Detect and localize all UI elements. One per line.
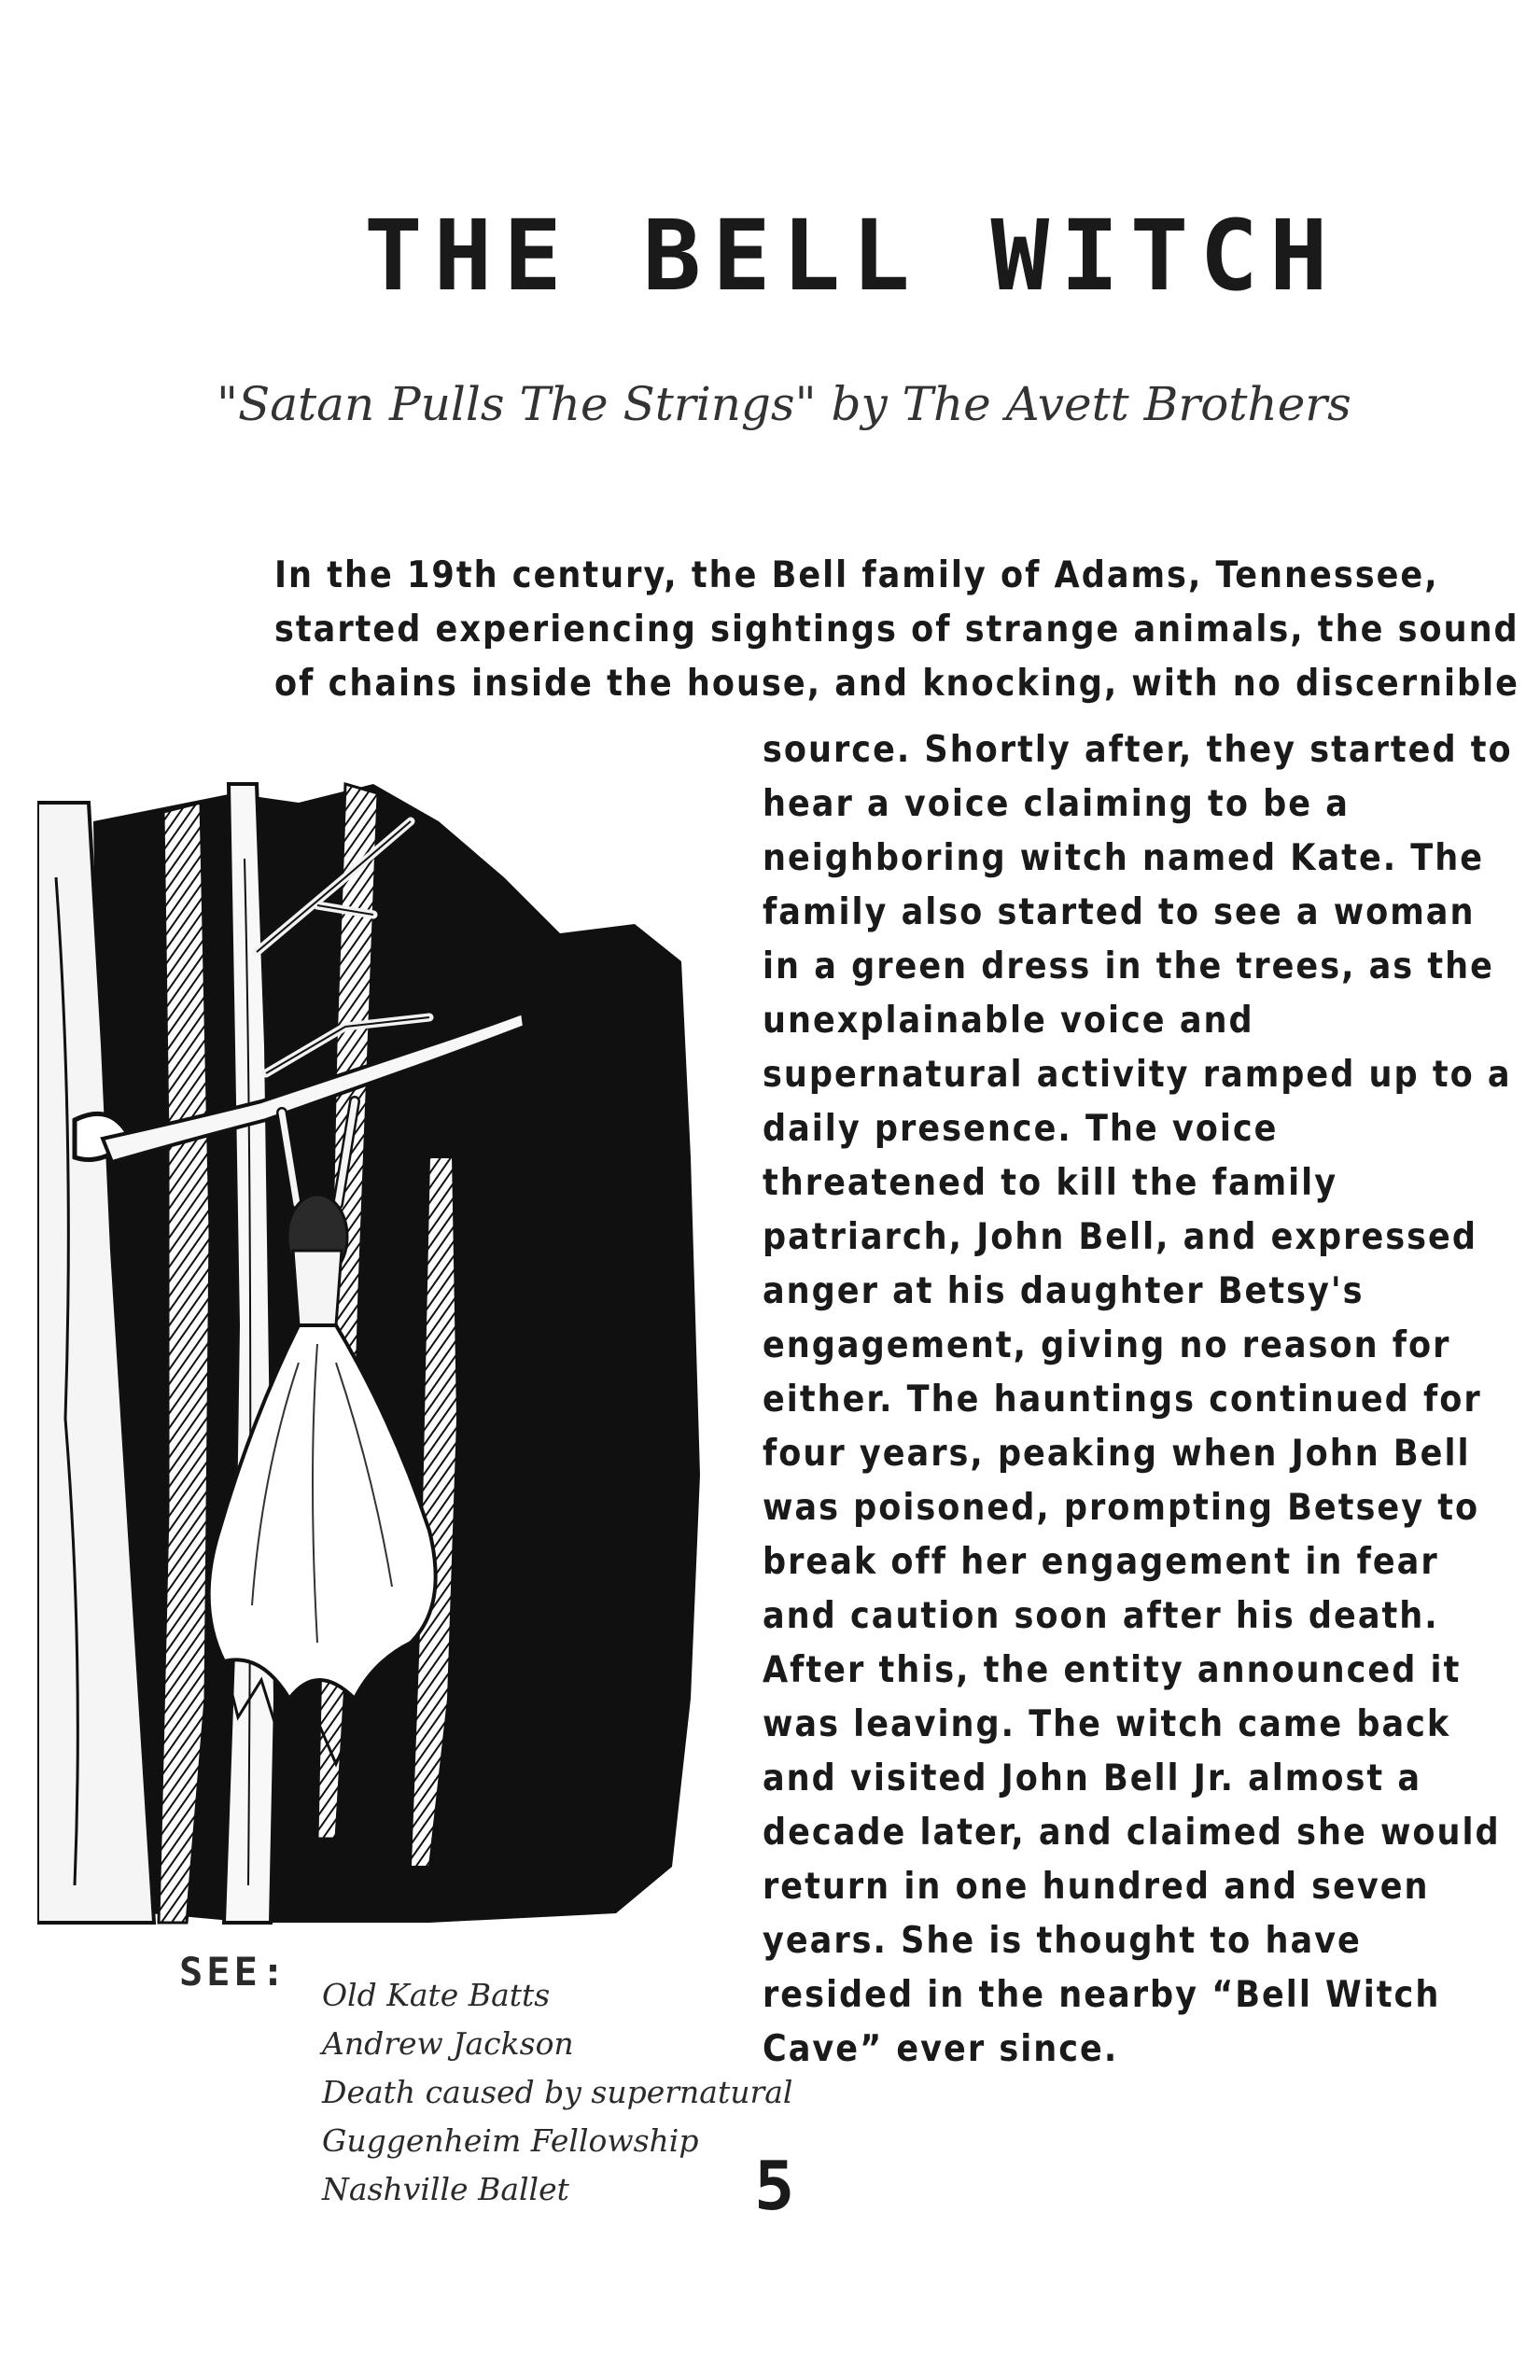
text-line: of chains inside the house, and knocking, with no discernible xyxy=(274,663,1519,705)
text-line: four years, peaking when John Bell xyxy=(763,1433,1471,1475)
text-line: patriarch, John Bell, and expressed xyxy=(763,1216,1477,1258)
text-line: supernatural activity ramped up to a xyxy=(763,1054,1512,1096)
see-also-list xyxy=(322,1971,792,2214)
forest-witch-illustration xyxy=(37,765,728,1932)
text-line: years. She is thought to have xyxy=(763,1920,1362,1962)
text-line: unexplainable voice and xyxy=(763,1000,1254,1042)
text-line: was leaving. The witch came back xyxy=(763,1703,1451,1745)
text-line: In the 19th century, the Bell family of Adams, Tennessee, xyxy=(274,554,1439,596)
text-line: decade later, and claimed she would xyxy=(763,1812,1501,1854)
page-title: THE BELL WITCH xyxy=(364,199,1339,313)
text-line: and visited John Bell Jr. almost a xyxy=(763,1757,1422,1799)
intro-paragraph xyxy=(274,549,1519,711)
see-also-item: Old Kate Batts xyxy=(322,1977,551,2013)
see-also-item: Nashville Ballet xyxy=(322,2171,569,2207)
text-line: either. The hauntings continued for xyxy=(763,1379,1482,1421)
page-number: 5 xyxy=(754,2147,795,2225)
text-line: resided in the nearby “Bell Witch xyxy=(763,1974,1441,2016)
text-line: return in one hundred and seven xyxy=(763,1866,1430,1908)
song-subtitle: "Satan Pulls The Strings" by The Avett Brothers xyxy=(217,377,1351,431)
text-line: threatened to kill the family xyxy=(763,1162,1338,1204)
text-line: break off her engagement in fear xyxy=(763,1541,1439,1583)
text-line: After this, the entity announced it xyxy=(763,1649,1462,1691)
text-line: hear a voice claiming to be a xyxy=(763,783,1350,825)
text-line: was poisoned, prompting Betsey to xyxy=(763,1487,1480,1529)
text-line: engagement, giving no reason for xyxy=(763,1324,1451,1366)
text-line: started experiencing sightings of strange animals, the sound xyxy=(274,609,1519,651)
text-line: and caution soon after his death. xyxy=(763,1595,1439,1637)
text-line: neighboring witch named Kate. The xyxy=(763,837,1485,879)
text-line: anger at his daughter Betsy's xyxy=(763,1270,1365,1312)
text-line: source. Shortly after, they started to xyxy=(763,729,1513,771)
text-line: family also started to see a woman xyxy=(763,891,1476,933)
text-line: Cave” ever since. xyxy=(763,2028,1119,2070)
see-also-item: Death caused by supernatural xyxy=(322,2074,793,2110)
see-also-item: Guggenheim Fellowship xyxy=(322,2122,699,2159)
see-also-item: Andrew Jackson xyxy=(322,2025,574,2062)
text-line: daily presence. The voice xyxy=(763,1108,1279,1150)
body-column xyxy=(763,723,1513,2077)
text-line: in a green dress in the trees, as the xyxy=(763,945,1494,987)
see-label: SEE: xyxy=(179,1949,289,1995)
